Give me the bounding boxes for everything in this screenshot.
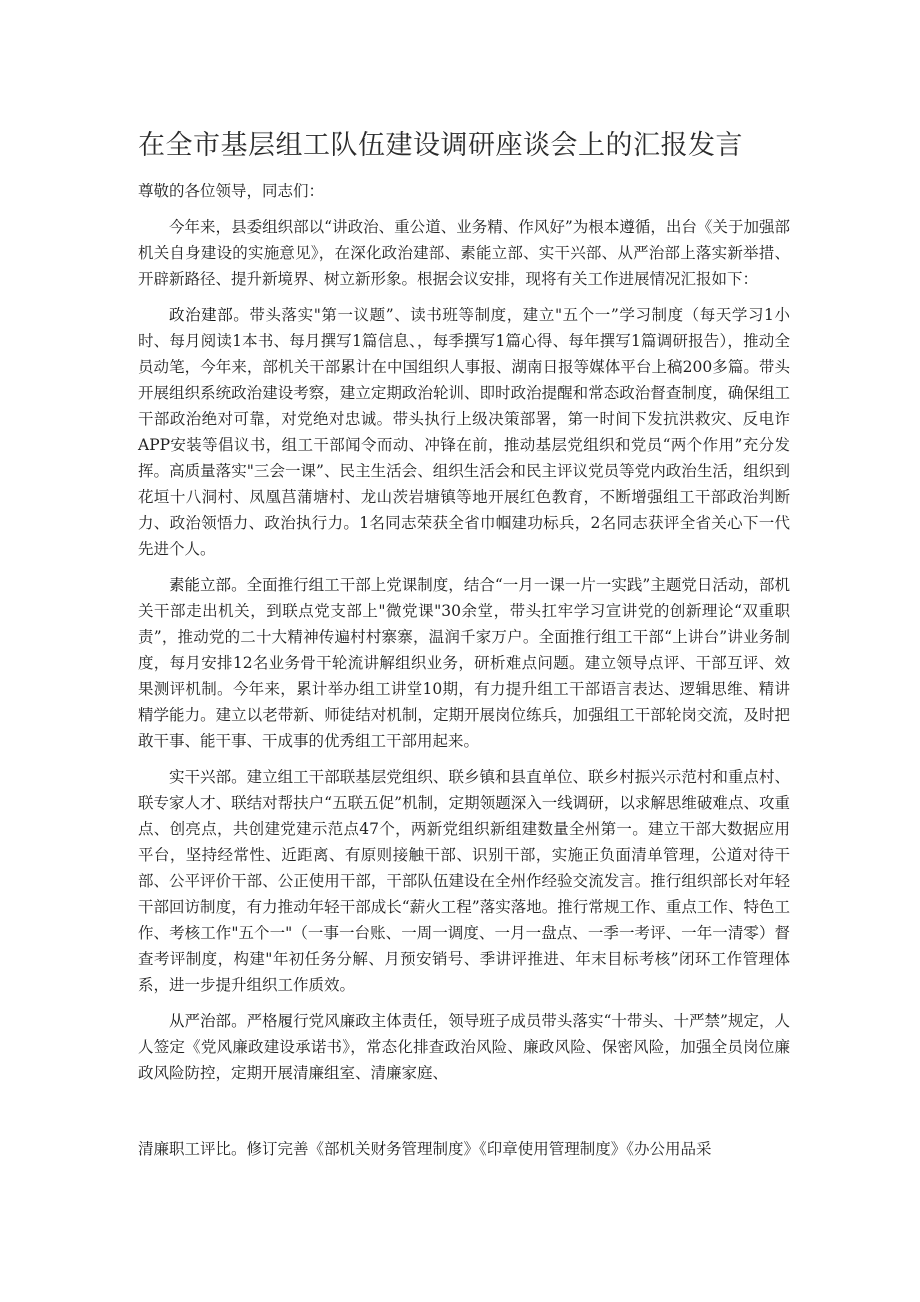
salutation: 尊敬的各位领导，同志们： [138,182,325,200]
section-lead: 素能立部。 [169,576,247,594]
document-title: 在全市基层组工队伍建设调研座谈会上的汇报发言 [138,130,743,161]
section-text: 全面推行组工干部上党课制度，结合“一月一课一片一实践”主题党日活动，部机关干部走出机关，到联点党支部上"微党课"30余堂，带头扛牢学习宣讲党的创新理论“双重职责”，推动党的二十大精神传遍村村寨寨，温润千家万户。全面推行组工干部“上讲台”讲业务制度，每月安排12名业务骨干轮流讲解组织业务，研析难点问题。建立领导点评、干部互评、效果测评机制。今年来，累计举办组工讲堂10期，有力提升组工干部语言表达、逻辑思维、精讲精学能力。建立以老带新、师徒结对机制，定期开展岗位练兵，加强组工干部轮岗交流，及时把敢干事、能干事、干成事的优秀组工干部用起来。 [138,576,790,750]
section-paragraph-competence [138,572,790,754]
intro-paragraph: 今年来，县委组织部以“讲政治、重公道、业务精、作风好”为根本遵循，出台《关于加强部机关自身建设的实施意见》，在深化政治建部、素能立部、实干兴部、从严治部上落实新举措、开辟新路径、提升新境界、树立新形象。根据会议安排，现将有关工作进展情况汇报如下： [138,218,790,288]
section-lead: 政治建部。 [169,306,250,324]
section-text: 带头落实"第一议题”、读书班等制度，建立"五个一”学习制度（每天学习1小时、每月阅读1本书、每月撰写1篇信息、，每季撰写1篇心得、每年撰写1篇调研报告），推动全员动笔，今年来，部机关干部累计在中国组织人事报、湖南日报等媒体平台上稿200多篇。带头开展组织系统政治建设考察，建立定期政治轮训、即时政治提醒和常态政治督查制度，确保组工干部政治绝对可靠，对党绝对忠诚。带头执行上级决策部署，第一时间下发抗洪救灾、反电诈APP安装等倡议书，组工干部闻令而动、冲锋在前，推动基层党组织和党员“两个作用”充分发挥。高质量落实"三会一课”、民主生活会、组织生活会和民主评议党员等党内政治生活，组织到花垣十八洞村、凤凰莒蒲塘村、龙山茨岩塘镇等地开展红色教育，不断增强组工干部政治判断力、政治领悟力、政治执行力。1名同志荣获全省巾帼建功标兵，2名同志获评全省关心下一代先进个人。 [138,306,790,558]
section-paragraph-discipline [138,1008,790,1086]
section-text: 严格履行党风廉政主体责任，领导班子成员带头落实“十带头、十严禁”规定，人人签定《党风廉政建设承诺书》，常态化排查政治风险、廉政风险、保密风险，加强全员岗位廉政风险防控，定期开展清廉组室、清廉家庭、 [138,1012,790,1082]
document-body [138,178,790,1086]
section-text: 建立组工干部联基层党组织、联乡镇和县直单位、联乡村振兴示范村和重点村、联专家人才、联结对帮扶户“五联五促”机制，定期领题深入一线调研，以求解思维破难点、攻重点、创亮点，共创建党建示范点47个，两新党组织新组建数量全州第一。建立干部大数据应用平台，坚持经常性、近距离、有原则接触干部、识别干部，实施正负面清单管理，公道对待干部、公平评价干部、公正使用干部，干部队伍建设在全州作经验交流发言。推行组织部长对年轻干部回访制度，有力推动年轻干部成长“薪火工程”落实落地。推行常规工作、重点工作、特色工作、考核工作"五个一"（一事一台账、一周一调度、一月一盘点、一季一考评、一年一清零）督查考评制度，构建"年初任务分解、月预安销号、季讲评推进、年末目标考核”闭环工作管理体系，进一步提升组织工作质效。 [138,768,790,994]
section-paragraph-practice [138,764,790,998]
continued-text-line: 清廉职工评比。修订完善《部机关财务管理制度》《印章使用管理制度》《办公用品采 [138,1140,712,1158]
section-lead: 实干兴部。 [169,768,247,786]
section-paragraph-political [138,302,790,562]
section-lead: 从严治部。 [169,1012,247,1030]
